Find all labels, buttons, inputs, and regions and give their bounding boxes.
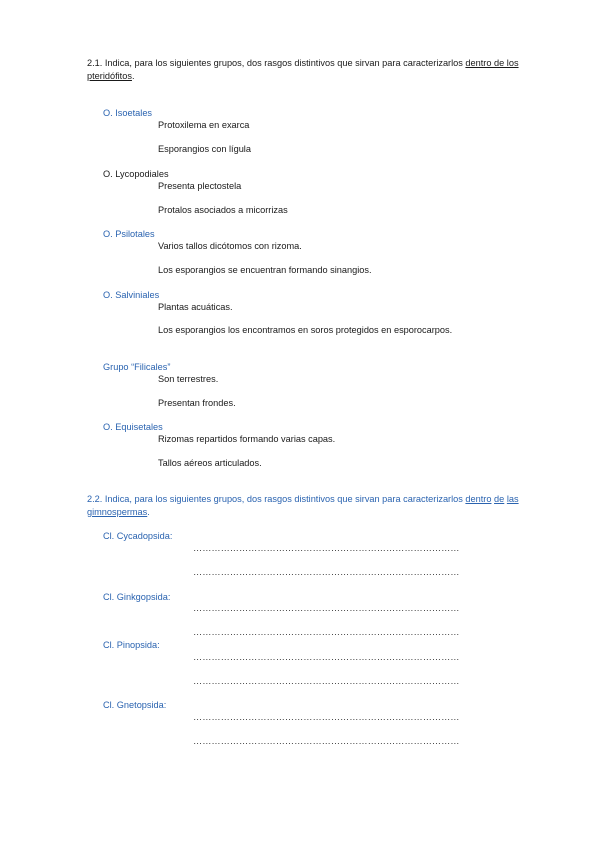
group-item-salviniales-2: Los esporangios los encontramos en soros protegidos en esporocarpos. [158, 325, 453, 335]
answer-line[interactable]: …………………………………………………………………………… [193, 712, 460, 722]
group-item-lycopodiales-1: Presenta plectostela [158, 181, 242, 191]
group-item-isoetales-1: Protoxilema en exarca [158, 120, 250, 130]
section-2-heading-underlined-3: las [506, 494, 519, 504]
group-name-lycopodiales: O. Lycopodiales [103, 169, 169, 179]
group-item-psilotales-2: Los esporangios se encuentran formando sinangios. [158, 265, 372, 275]
group-item-equisetales-2: Tallos aéreos articulados. [158, 458, 262, 468]
group-item-psilotales-1: Varios tallos dicótomos con rizoma. [158, 241, 302, 251]
class-name-gnetopsida: Cl. Gnetopsida: [103, 700, 167, 710]
group-item-salviniales-1: Plantas acuáticas. [158, 302, 233, 312]
class-name-ginkgopsida: Cl. Ginkgopsida: [103, 592, 171, 602]
answer-line[interactable]: …………………………………………………………………………… [193, 676, 460, 686]
group-name-filicales: Grupo “Filicales” [103, 362, 171, 372]
answer-line[interactable]: …………………………………………………………………………… [193, 736, 460, 746]
group-name-isoetales: O. Isoetales [103, 108, 153, 118]
section-2-heading-line-1 [87, 494, 519, 504]
group-item-filicales-1: Son terrestres. [158, 374, 219, 384]
group-item-equisetales-1: Rizomas repartidos formando varias capas. [158, 434, 336, 444]
section-1-heading-line-2 [87, 71, 135, 81]
group-item-lycopodiales-2: Protalos asociados a micorrizas [158, 205, 288, 215]
answer-line[interactable]: …………………………………………………………………………… [193, 627, 460, 637]
answer-line[interactable]: …………………………………………………………………………… [193, 543, 460, 553]
group-name-equisetales: O. Equisetales [103, 422, 163, 432]
group-name-salviniales: O. Salviniales [103, 290, 160, 300]
section-2-heading-period: . [147, 507, 150, 517]
class-name-pinopsida: Cl. Pinopsida: [103, 640, 160, 650]
group-item-filicales-2: Presentan frondes. [158, 398, 236, 408]
section-1-heading-period: . [131, 71, 135, 81]
section-2-heading-underlined-2: de [494, 494, 505, 504]
section-2-heading-underlined-1: dentro [465, 494, 492, 504]
section-2-heading-line-2 [87, 507, 150, 517]
answer-line[interactable]: …………………………………………………………………………… [193, 603, 460, 613]
group-name-psilotales: O. Psilotales [103, 229, 155, 239]
section-1-heading-underlined-2: pteridófitos [87, 71, 132, 81]
group-item-isoetales-2: Esporangios con lígula [158, 144, 251, 154]
section-1-heading-underlined: dentro de los [465, 58, 519, 68]
answer-line[interactable]: …………………………………………………………………………… [193, 652, 460, 662]
class-name-cycadopsida: Cl. Cycadopsida: [103, 531, 173, 541]
section-1-heading-text: 2.1. Indica, para los siguientes grupos, dos rasgos distintivos que sirvan para caracterizarlos [87, 58, 466, 68]
section-1-heading-line-1 [87, 58, 519, 68]
section-2-heading-underlined-4: gimnospermas [87, 507, 148, 517]
answer-line[interactable]: …………………………………………………………………………… [193, 567, 460, 577]
section-2-heading-text: 2.2. Indica, para los siguientes grupos, dos rasgos distintivos que sirvan para caracterizarlos [87, 494, 466, 504]
